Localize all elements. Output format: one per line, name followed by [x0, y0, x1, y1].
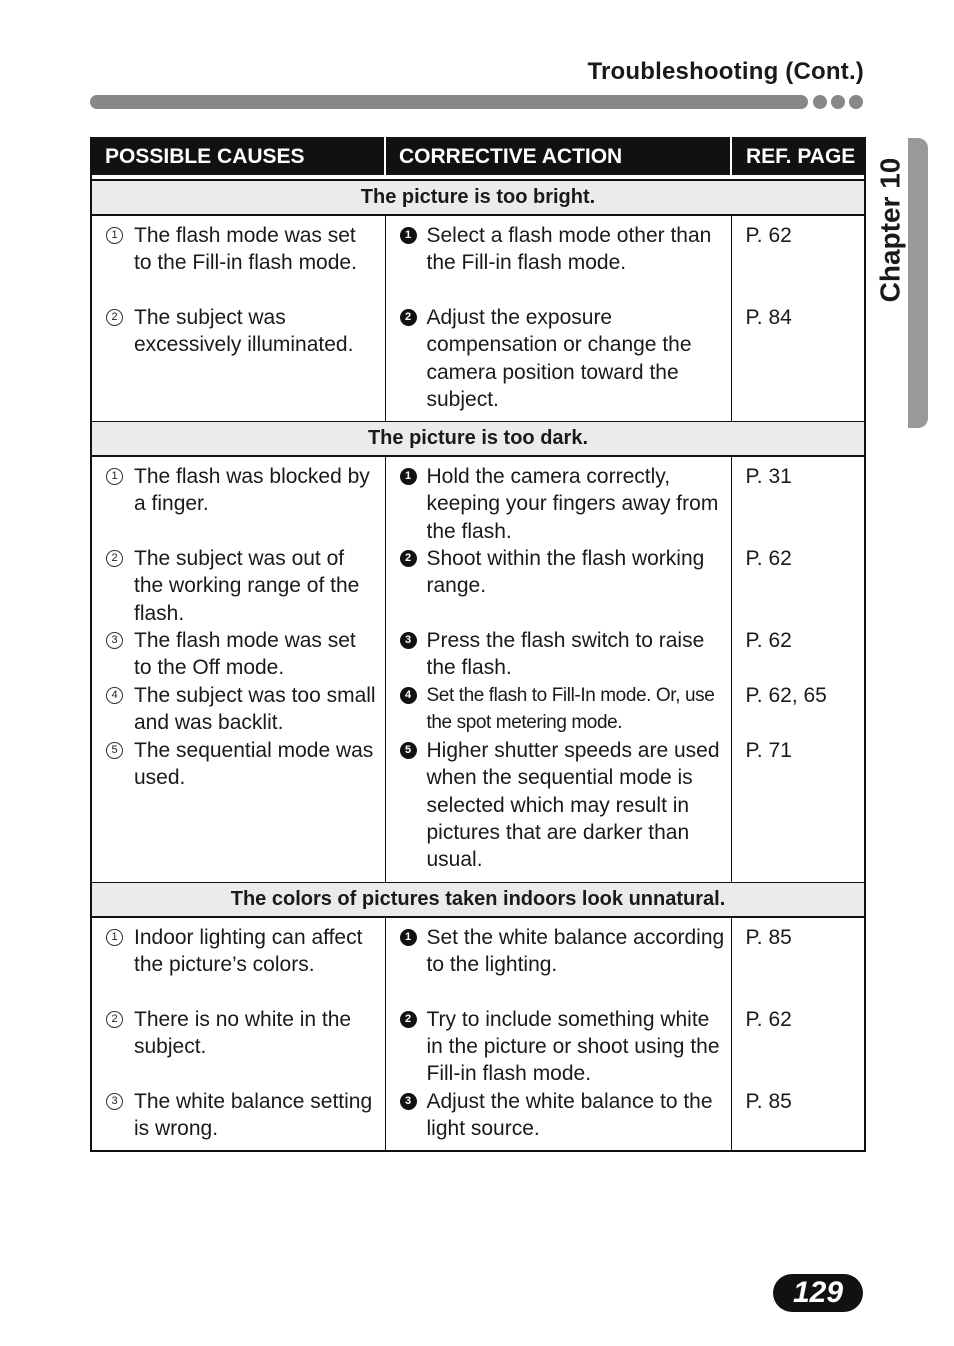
ref-page: P. 62 [745, 224, 792, 247]
action-number: 1 [400, 929, 417, 946]
cause-item: 1 The flash was blocked by a finger. [106, 463, 379, 545]
cause-number: 3 [106, 632, 123, 649]
ref-page: P. 85 [745, 925, 792, 949]
action-item: 2 Adjust the exposure compensation or change the camera position toward the subject. [400, 304, 725, 413]
chapter-side-tab [908, 138, 928, 428]
ref-page: P. 85 [745, 1089, 792, 1113]
cause-item: 3 The white balance setting is wrong. [106, 1088, 379, 1143]
cause-item: 2 The subject was excessively illuminated. [106, 304, 379, 359]
cause-number: 2 [106, 1011, 123, 1028]
cause-number: 1 [106, 468, 123, 485]
column-header-causes: POSSIBLE CAUSES [91, 138, 385, 175]
header-divider-dots [813, 95, 863, 109]
ref-page: P. 62, 65 [745, 684, 827, 708]
cause-number: 1 [106, 929, 123, 946]
cause-number: 4 [106, 687, 123, 704]
cause-item: 5 The sequential mode was used. [106, 737, 379, 792]
ref-page: P. 31 [745, 465, 792, 489]
action-number: 5 [400, 742, 417, 759]
chapter-label: Chapter 10 [874, 157, 905, 303]
actions-cell [385, 917, 731, 1152]
ref-cell [731, 215, 865, 422]
cause-item: 2 There is no white in the subject. [106, 1006, 379, 1088]
ref-cell [731, 917, 865, 1152]
cause-item: 2 The subject was out of the working range of the flash. [106, 545, 379, 627]
troubleshooting-table [90, 137, 866, 1152]
cause-number: 1 [106, 227, 123, 244]
action-item: 4 Set the flash to Fill-In mode. Or, use the spot metering mode. [400, 682, 725, 737]
ref-cell [731, 456, 865, 882]
actions-cell [385, 215, 731, 422]
page-header-title: Troubleshooting (Cont.) [587, 58, 864, 85]
section-title: The picture is too dark. [91, 422, 865, 457]
cause-number: 2 [106, 550, 123, 567]
section-title: The colors of pictures taken indoors look unnatural. [91, 882, 865, 917]
cause-item: 1 The flash mode was set to the Fill-in flash mode. [106, 222, 379, 304]
cause-number: 3 [106, 1093, 123, 1110]
action-number: 4 [400, 687, 417, 704]
cause-item: 3 The flash mode was set to the Off mode. [106, 627, 379, 682]
action-number: 1 [400, 468, 417, 485]
action-item: 1 Set the white balance according to the lighting. [400, 924, 725, 1006]
causes-cell [91, 456, 385, 882]
column-header-ref-page: REF. PAGE [731, 138, 865, 175]
action-item: 5 Higher shutter speeds are used when the sequential mode is selected which may result in pictures that are darker than usual. [400, 737, 725, 873]
action-item: 2 Shoot within the flash working range. [400, 545, 725, 627]
actions-cell [385, 456, 731, 882]
ref-page: P. 62 [745, 629, 792, 653]
action-number: 1 [400, 227, 417, 244]
action-number: 2 [400, 550, 417, 567]
action-number: 2 [400, 1011, 417, 1028]
action-number: 3 [400, 1093, 417, 1110]
ref-page: P. 62 [745, 1007, 792, 1031]
cause-item: 1 Indoor lighting can affect the picture’s colors. [106, 924, 379, 1006]
page-number: 129 [773, 1274, 863, 1312]
column-header-action: CORRECTIVE ACTION [385, 138, 731, 175]
header-divider-bar [90, 95, 808, 109]
ref-page: P. 71 [745, 739, 792, 763]
action-number: 2 [400, 309, 417, 326]
cause-number: 5 [106, 742, 123, 759]
action-item: 3 Press the flash switch to raise the flash. [400, 627, 725, 682]
action-item: 3 Adjust the white balance to the light source. [400, 1088, 725, 1143]
causes-cell [91, 917, 385, 1152]
cause-number: 2 [106, 309, 123, 326]
cause-item: 4 The subject was too small and was backlit. [106, 682, 379, 737]
action-item: 2 Try to include something white in the picture or shoot using the Fill-in flash mode. [400, 1006, 725, 1088]
action-item: 1 Hold the camera correctly, keeping your fingers away from the flash. [400, 463, 725, 545]
action-number: 3 [400, 632, 417, 649]
section-title: The picture is too bright. [91, 180, 865, 215]
action-item: 1 Select a flash mode other than the Fill-in flash mode. [400, 222, 725, 304]
ref-page: P. 84 [745, 306, 792, 329]
ref-page: P. 62 [745, 547, 792, 571]
causes-cell [91, 215, 385, 422]
